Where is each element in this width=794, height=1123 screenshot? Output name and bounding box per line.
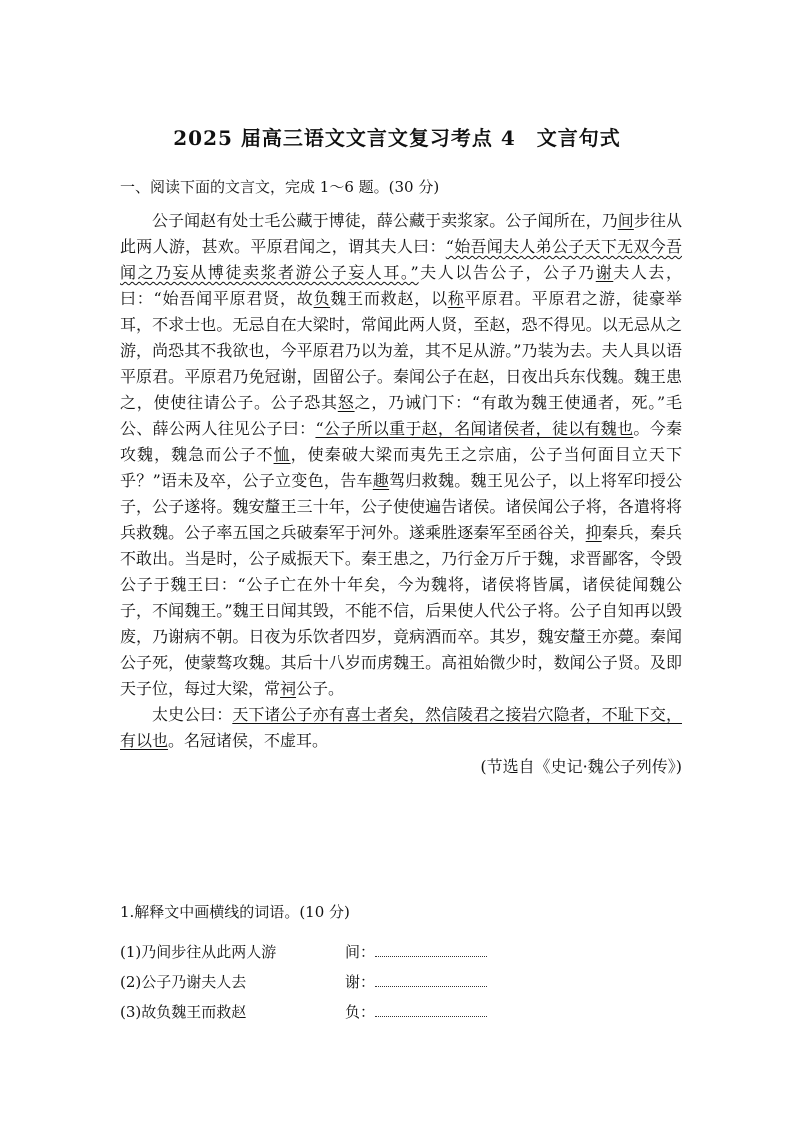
passage-text: 魏王而救赵，以 [330, 289, 448, 308]
answer-blank[interactable] [375, 1001, 487, 1017]
section-heading: 一、阅读下面的文言文，完成 1～6 题。(30 分) [120, 178, 440, 196]
underlined-term: 谢 [595, 263, 614, 282]
passage-text: 公子。 [296, 679, 345, 698]
passage-text: 秦兵，秦兵不敢出。当是时，公子威振天下。秦王患之，乃行金万斤于魏，求晋鄙客，令毁公子于魏王曰：“公子亡在外十年矣，今为魏将，诸侯将皆属，诸侯徒闻魏公子，不闻魏王。”魏王日闻其毁，不能不信，后果使人代公子将。公子自知再以毁废，乃谢病不朝。日夜为乐饮者四岁，竟病酒而卒。其岁，魏安釐王亦薨。秦闻公子死，使蒙骜攻魏。其后十八岁而虏魏王。高祖始微少时，数闻公子贤。及即天子位，每过大梁，常 [120, 523, 682, 698]
question-item [120, 940, 680, 964]
passage-text: 夫人去，曰：“始吾闻平原君贤，故 [120, 263, 682, 308]
answer-label [345, 940, 487, 964]
answer-label [345, 1000, 487, 1024]
passage-text: 太史公曰： [152, 705, 233, 724]
answer-label [345, 970, 487, 994]
passage-text: 之，乃诫门下：“有敢为魏王使通者，死。”毛公、薛公两人往见公子曰： [120, 393, 682, 438]
passage-text: 步往从此两人游，甚欢。平原君闻之，谓其夫人曰： [120, 211, 682, 256]
wavy-underlined-sentence: “始吾闻夫人弟公子天下无双今吾闻之乃妄从博徒卖浆者游公子妄人耳。” [120, 237, 682, 282]
underlined-term: 祠 [280, 679, 297, 698]
underlined-term: 天下诸公子亦有喜士者矣，然信陵君之接岩穴隐者，不耻下交，有以也 [120, 705, 682, 750]
answer-blank[interactable] [375, 971, 487, 987]
question-sentence: (2)公子乃谢夫人去 [120, 973, 247, 991]
question-sentence: (1)乃间步往从此两人游 [120, 943, 277, 961]
passage-paragraph-1 [120, 208, 682, 702]
passage-text: 。今秦攻魏，魏急而公子不 [120, 419, 682, 464]
question-item [120, 970, 680, 994]
underlined-term: “公子所以重于赵，名闻诸侯者，徒以有魏也 [315, 419, 634, 438]
underlined-term: 抑 [585, 523, 602, 542]
passage-text: ，使秦破大梁而夷先王之宗庙，公子当何面目立天下乎？”语未及卒，公子立变色，告车 [120, 445, 682, 490]
passage-paragraph-2 [120, 702, 682, 754]
underlined-term: 怒 [337, 393, 355, 412]
answer-word: 谢： [345, 973, 376, 991]
underlined-term: 间 [617, 211, 634, 230]
passage-text: 公子闻赵有处士毛公藏于博徒，薛公藏于卖浆家。公子闻所在，乃 [152, 211, 618, 230]
passage-source: (节选自《史记·魏公子列传》) [480, 757, 682, 776]
answer-word: 间： [345, 943, 376, 961]
page-title: 2025 届高三语文文言文复习考点 4 文言句式 [173, 126, 621, 150]
passage-text: 驾归救魏。魏王见公子，以上将军印授公子，公子遂将。魏安釐王三十年，公子使使遍告诸侯。诸侯闻公子将，各遣将将兵救魏。公子率五国之兵破秦军于河外。遂乘胜逐秦军至函谷关， [120, 471, 682, 542]
classical-passage [120, 208, 682, 780]
passage-text: 夫人以告公子，公子乃 [418, 263, 596, 282]
question-sentence: (3)故负魏王而救赵 [120, 1003, 247, 1021]
question-item [120, 1000, 680, 1024]
answer-blank[interactable] [375, 941, 487, 957]
underlined-term: 称 [447, 289, 465, 308]
passage-text: 。名冠诸侯，不虚耳。 [168, 731, 329, 750]
question-1-heading: 1.解释文中画横线的词语。(10 分) [120, 903, 350, 921]
underlined-term: 恤 [273, 445, 291, 464]
underlined-term: 负 [313, 289, 331, 308]
passage-text: 平原君。平原君之游，徒豪举耳，不求士也。无忌自在大梁时，常闻此两人贤，至赵，恐不得见。以无忌从之游，尚恐其不我欲也，今平原君乃以为羞，其不足从游。”乃装为去。夫人具以语平原君。平原君乃免冠谢，固留公子。秦闻公子在赵，日夜出兵东伐魏。魏王患之，使使往请公子。公子恐其 [120, 289, 682, 412]
answer-word: 负： [345, 1003, 376, 1021]
underlined-term: 趣 [372, 471, 390, 490]
